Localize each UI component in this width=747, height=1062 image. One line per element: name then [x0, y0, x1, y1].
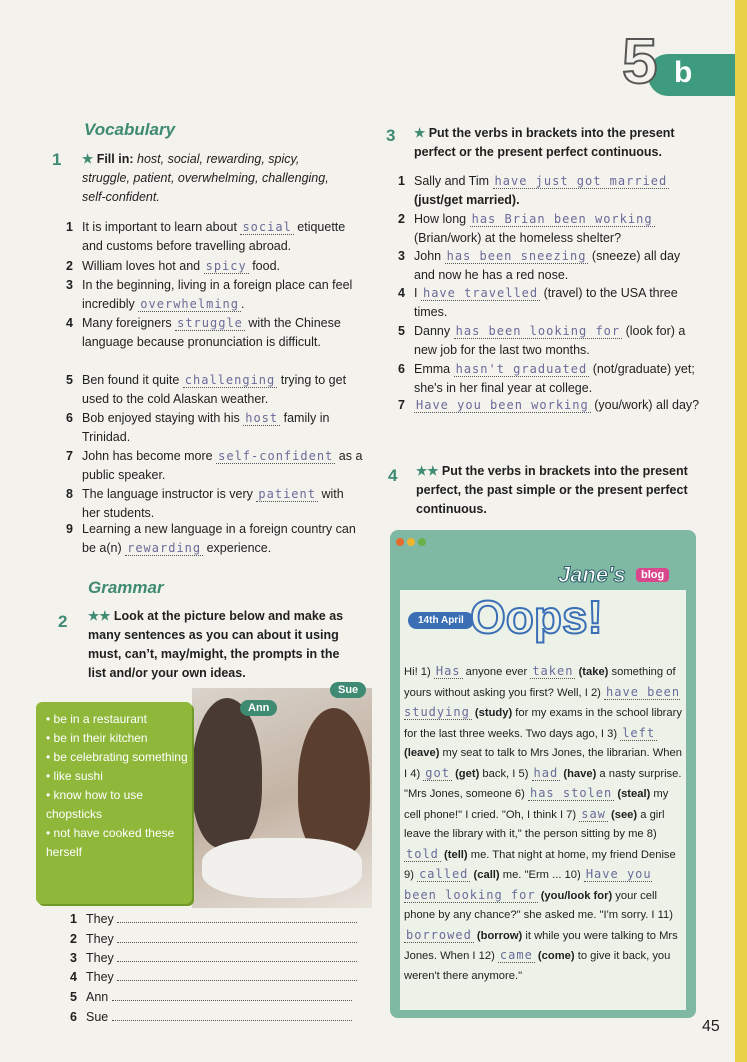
vocabulary-heading: Vocabulary [84, 120, 176, 139]
answer-field[interactable]: have just got married [494, 174, 668, 188]
vocab-item: 2 William loves hot and spicy food. [66, 259, 281, 273]
answer-field[interactable]: self-confident [218, 449, 334, 463]
blog-header [390, 530, 696, 592]
page-edge [735, 0, 747, 1062]
vocab-item: 8 The language instructor is very patient with her students. [66, 487, 344, 520]
answer-field[interactable]: have travelled [422, 286, 539, 300]
exercise-4-number: 4 [388, 466, 398, 485]
sentence-line[interactable]: 4 They [70, 970, 357, 984]
answer-field[interactable]: had [533, 765, 559, 780]
star-icon: ★★ [416, 464, 439, 478]
blog-text: Hi! 1) Has anyone ever taken (take) something of yours without asking you first? Well, I 2) have been studying (study) for my exams in the school library for the last three weeks. Two days ago, I 3) left (leave) my seat to talk to Mrs Jones, the librarian. When I 4) got (get) back, I 5) had (have) a nasty surprise. "Mrs Jones, someone 6) has stolen (steal) my cell phone!" I cried. "Oh, I think I 7) saw (see) a girl leave the library with it," the person sitting by me 8) told (tell) me. That night at home, my friend Denise 9) called (call) me. "Erm ... 10) Have you been looking for (you/look for) your cell phone by any chance?" she asked me. "I'm sorry. I 11) borrowed (borrow) it while you were talking to Mrs Jones. When I 12) came (come) to give it back, you weren't there anymore." [404, 664, 682, 982]
window-dot-icon [396, 538, 404, 546]
vocab-item: 1 It is important to learn about social etiquette and customs before travelling abroad. [66, 220, 346, 253]
prompt-item: • be in a restaurant [46, 710, 192, 729]
answer-field[interactable]: hasn't graduated [455, 362, 588, 376]
answer-field[interactable]: spicy [205, 259, 247, 273]
prompt-item: • be celebrating something [46, 748, 192, 767]
prompt-item: • know how to use chopsticks [46, 786, 192, 824]
ex3-item: 7 Have you been working (you/work) all day? [398, 398, 700, 412]
vocab-item: 3 In the beginning, living in a foreign place can feel incredibly overwhelming . [66, 278, 353, 311]
answer-field[interactable]: has stolen [529, 786, 613, 800]
blog-date: 14th April [408, 612, 474, 629]
prompt-item: • be in their kitchen [46, 729, 192, 748]
exercise-2-instruction: ★★ Look at the picture below and make as many sentences as you can about it using must, can’t, may/might, the prompts in the list and/or your own ideas. [88, 609, 344, 680]
sentence-line[interactable]: 2 They [70, 932, 357, 946]
answer-field[interactable]: has Brian been working [471, 212, 653, 226]
vocab-item: 4 Many foreigners struggle with the Chinese language because pronunciation is difficult. [66, 316, 341, 349]
answer-field[interactable]: has been looking for [455, 324, 621, 338]
exercise-3-number: 3 [386, 126, 396, 145]
window-dot-icon [418, 538, 426, 546]
vocab-item: 9 Learning a new language in a foreign country can be a(n) rewarding experience. [66, 522, 356, 555]
restaurant-photo [192, 688, 372, 908]
ex3-item: 1 Sally and Tim have just got married (just/get married). [398, 174, 668, 207]
blog-body [400, 590, 686, 1010]
answer-field[interactable]: came [499, 948, 533, 962]
ex3-item: 5 Danny has been looking for (look for) a new job for the last two months. [398, 324, 686, 357]
answer-field[interactable]: has been sneezing [446, 249, 587, 263]
exercise-3-instruction: ★ Put the verbs in brackets into the present perfect or the present perfect continuous. [414, 126, 675, 159]
vocab-item: 6 Bob enjoyed staying with his host family in Trinidad. [66, 411, 330, 444]
answer-field[interactable]: called [419, 867, 469, 881]
exercise-4-instruction: ★★ Put the verbs in brackets into the present perfect, the past simple or the present perfect continuous. [416, 464, 688, 516]
answer-field[interactable]: got [425, 765, 450, 780]
star-icon: ★ [82, 152, 94, 166]
ex3-item: 2 How long has Brian been working (Brian/work) at the homeless shelter? [398, 212, 653, 245]
answer-field[interactable]: told [406, 846, 439, 861]
blog-title: Jane's [558, 562, 626, 587]
unit-letter: b [674, 56, 693, 89]
blog-tag: blog [636, 568, 669, 582]
exercise-1-instruction: ★ Fill in: host, social, rewarding, spicy, struggle, patient, overwhelming, challenging, self-confident. [82, 152, 329, 204]
prompt-item: • like sushi [46, 767, 192, 786]
grammar-heading: Grammar [88, 578, 164, 597]
answer-field[interactable]: borrowed [406, 927, 472, 942]
exercise-1-number: 1 [52, 150, 62, 169]
answer-field[interactable]: have been studying [404, 684, 681, 719]
answer-field[interactable]: saw [581, 806, 606, 821]
answer-field[interactable]: Have you been working [416, 398, 589, 412]
ex3-item: 3 John has been sneezing (sneeze) all day and now he has a red nose. [398, 249, 681, 282]
ex3-item: 6 Emma hasn't graduated (not/graduate) yet; she's in her final year at college. [398, 362, 695, 395]
prompt-item: • not have cooked these herself [46, 824, 192, 862]
answer-field[interactable]: rewarding [127, 541, 202, 555]
ann-figure [192, 698, 262, 848]
star-icon: ★★ [88, 609, 111, 623]
blog-headline: Oops! [470, 591, 603, 643]
answer-field[interactable]: struggle [177, 316, 243, 330]
page-number: 45 [702, 1018, 720, 1035]
sue-label: Sue [330, 682, 366, 698]
window-dot-icon [407, 538, 415, 546]
answer-field[interactable]: Has [435, 664, 461, 678]
vocab-item: 7 John has become more self-confident as a public speaker. [66, 449, 363, 482]
sentence-line[interactable]: 6 Sue [70, 1010, 352, 1024]
unit-tab [618, 25, 735, 97]
answer-field[interactable]: host [245, 411, 279, 425]
blog-panel [390, 530, 696, 1018]
prompts-box [36, 702, 192, 904]
sentence-line[interactable]: 1 They [70, 912, 357, 926]
vocab-item: 5 Ben found it quite challenging trying to get used to the cold Alaskan weather. [66, 373, 347, 406]
answer-field[interactable]: Have you been looking for [404, 867, 652, 902]
answer-field[interactable]: overwhelming [140, 297, 239, 311]
answer-field[interactable]: left [622, 725, 656, 740]
answer-field[interactable]: patient [258, 487, 316, 501]
sue-figure [298, 708, 370, 858]
sentence-line[interactable]: 3 They [70, 951, 357, 965]
answer-field[interactable]: taken [532, 664, 574, 678]
star-icon: ★ [414, 126, 426, 140]
ann-label: Ann [240, 700, 277, 716]
exercise-2-number: 2 [58, 612, 68, 631]
unit-number: 5 [622, 25, 658, 97]
answer-field[interactable]: challenging [184, 373, 276, 387]
ex3-item: 4 I have travelled (travel) to the USA three times. [398, 286, 678, 319]
answer-field[interactable]: social [242, 220, 292, 234]
sentence-line[interactable]: 5 Ann [70, 990, 352, 1004]
sushi-plate [202, 838, 362, 898]
